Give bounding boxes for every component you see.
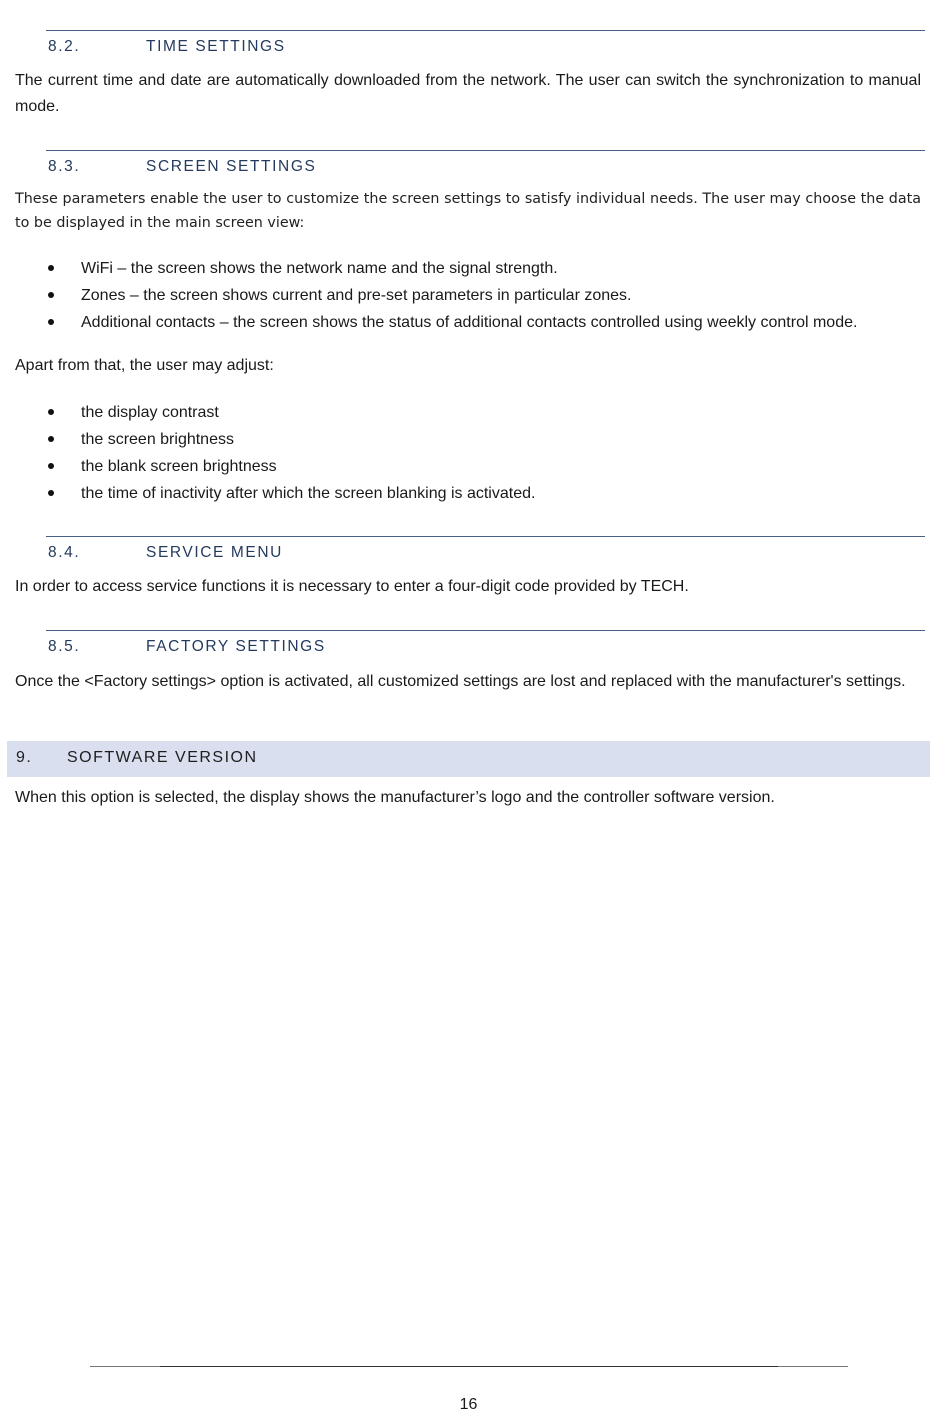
service-menu-paragraph: In order to access service functions it is necessary to enter a four-digit code provided by TECH. xyxy=(15,578,689,595)
page-number: 16 xyxy=(459,1396,478,1413)
subsection-number: 8.3. xyxy=(48,158,81,175)
list-item-text: the time of inactivity after which the screen blanking is activated. xyxy=(81,485,536,502)
bullet-icon xyxy=(48,490,54,496)
section-number: 9. xyxy=(16,749,33,766)
time-settings-paragraph: The current time and date are automatically downloaded from the network. The user can switch the synchronization to manual mode. xyxy=(15,72,921,115)
subsection-title: FACTORY SETTINGS xyxy=(146,638,326,655)
section-heading-software-version xyxy=(7,741,930,777)
adjust-options-list xyxy=(0,399,930,507)
list-item xyxy=(0,255,930,282)
subsection-number: 8.5. xyxy=(48,638,81,655)
list-item xyxy=(0,399,930,426)
list-item-text: the blank screen brightness xyxy=(81,458,277,475)
subsection-number: 8.4. xyxy=(48,544,81,561)
list-item-text: WiFi – the screen shows the network name and the signal strength. xyxy=(81,260,558,277)
subsection-heading-factory-settings xyxy=(46,630,925,655)
list-item xyxy=(0,309,930,336)
list-item xyxy=(0,480,930,507)
footer-divider-accent xyxy=(160,1366,778,1367)
list-item xyxy=(0,453,930,480)
subsection-title: SERVICE MENU xyxy=(146,544,283,561)
bullet-icon xyxy=(48,319,54,325)
software-version-paragraph: When this option is selected, the display shows the manufacturer’s logo and the controller software version. xyxy=(15,789,775,806)
adjust-intro: Apart from that, the user may adjust: xyxy=(15,357,274,374)
bullet-icon xyxy=(48,436,54,442)
bullet-icon xyxy=(48,292,54,298)
section-title: SOFTWARE VERSION xyxy=(67,749,258,766)
list-item xyxy=(0,426,930,453)
subsection-heading-time-settings xyxy=(46,30,925,55)
subsection-title: SCREEN SETTINGS xyxy=(146,158,317,175)
screen-settings-intro: These parameters enable the user to customize the screen settings to satisfy individual needs. The user may choose the data to be displayed in the main screen view: xyxy=(15,191,921,231)
bullet-icon xyxy=(48,463,54,469)
list-item xyxy=(0,282,930,309)
subsection-heading-service-menu xyxy=(46,536,925,561)
subsection-title: TIME SETTINGS xyxy=(146,38,286,55)
display-options-list xyxy=(0,255,930,336)
bullet-icon xyxy=(48,265,54,271)
list-item-text: Zones – the screen shows current and pre-set parameters in particular zones. xyxy=(81,287,632,304)
list-item-text: the screen brightness xyxy=(81,431,234,448)
subsection-heading-screen-settings xyxy=(46,150,925,175)
list-item-text: Additional contacts – the screen shows the status of additional contacts controlled using weekly control mode. xyxy=(81,314,858,331)
list-item-text: the display contrast xyxy=(81,404,219,421)
bullet-icon xyxy=(48,409,54,415)
factory-settings-paragraph: Once the <Factory settings> option is activated, all customized settings are lost and replaced with the manufacturer's settings. xyxy=(15,673,906,690)
subsection-number: 8.2. xyxy=(48,38,81,55)
